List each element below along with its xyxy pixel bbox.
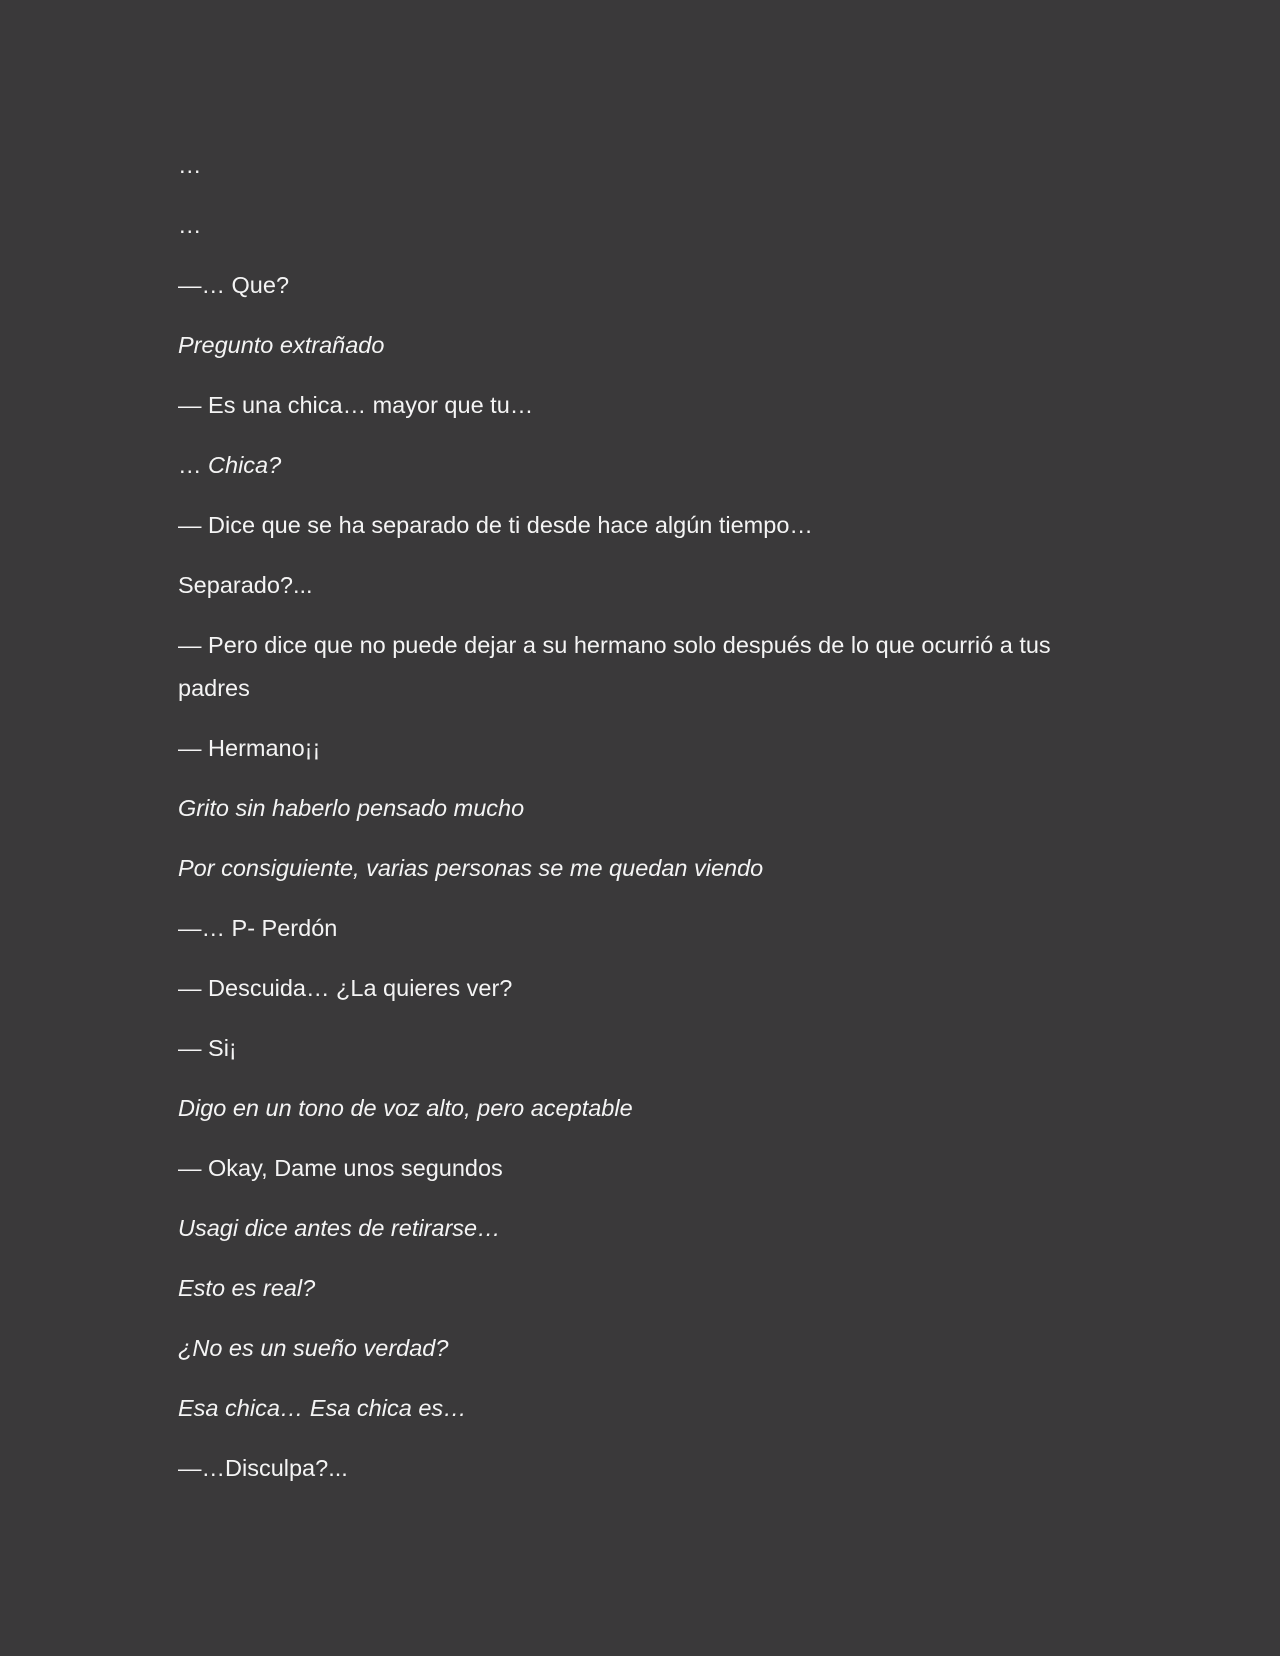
text-segment: … xyxy=(178,452,209,478)
document-page xyxy=(178,144,1078,1507)
text-line: … xyxy=(178,212,202,238)
text-line: … xyxy=(178,152,202,178)
text-line: — Okay, Dame unos segundos xyxy=(178,1155,503,1181)
text-line xyxy=(178,444,1078,487)
text-line: —… P- Perdón xyxy=(178,915,338,941)
text-line: — Descuida… ¿La quieres ver? xyxy=(178,975,513,1001)
text-line: Usagi dice antes de retirarse… xyxy=(178,1215,501,1241)
text-line: ¿No es un sueño verdad? xyxy=(178,1335,449,1361)
text-line: Pregunto extrañado xyxy=(178,332,385,358)
text-line: Digo en un tono de voz alto, pero aceptable xyxy=(178,1095,633,1121)
text-line: Grito sin haberlo pensado mucho xyxy=(178,795,525,821)
text-line: — Hermano¡¡ xyxy=(178,735,321,761)
text-line: Esa chica… Esa chica es… xyxy=(178,1395,467,1421)
text-line: —…Disculpa?... xyxy=(178,1455,348,1481)
text-line: — Es una chica… mayor que tu… xyxy=(178,392,534,418)
text-line: —… Que? xyxy=(178,272,290,298)
text-line: — Si¡ xyxy=(178,1035,237,1061)
text-line: Esto es real? xyxy=(178,1275,316,1301)
text-line: — Pero dice que no puede dejar a su hermano solo después de lo que ocurrió a tus padres xyxy=(178,632,1051,701)
text-line: — Dice que se ha separado de ti desde hace algún tiempo… xyxy=(178,512,813,538)
text-segment-italic: Chica? xyxy=(208,452,282,478)
text-line: Por consiguiente, varias personas se me quedan viendo xyxy=(178,855,764,881)
text-line: Separado?... xyxy=(178,572,313,598)
